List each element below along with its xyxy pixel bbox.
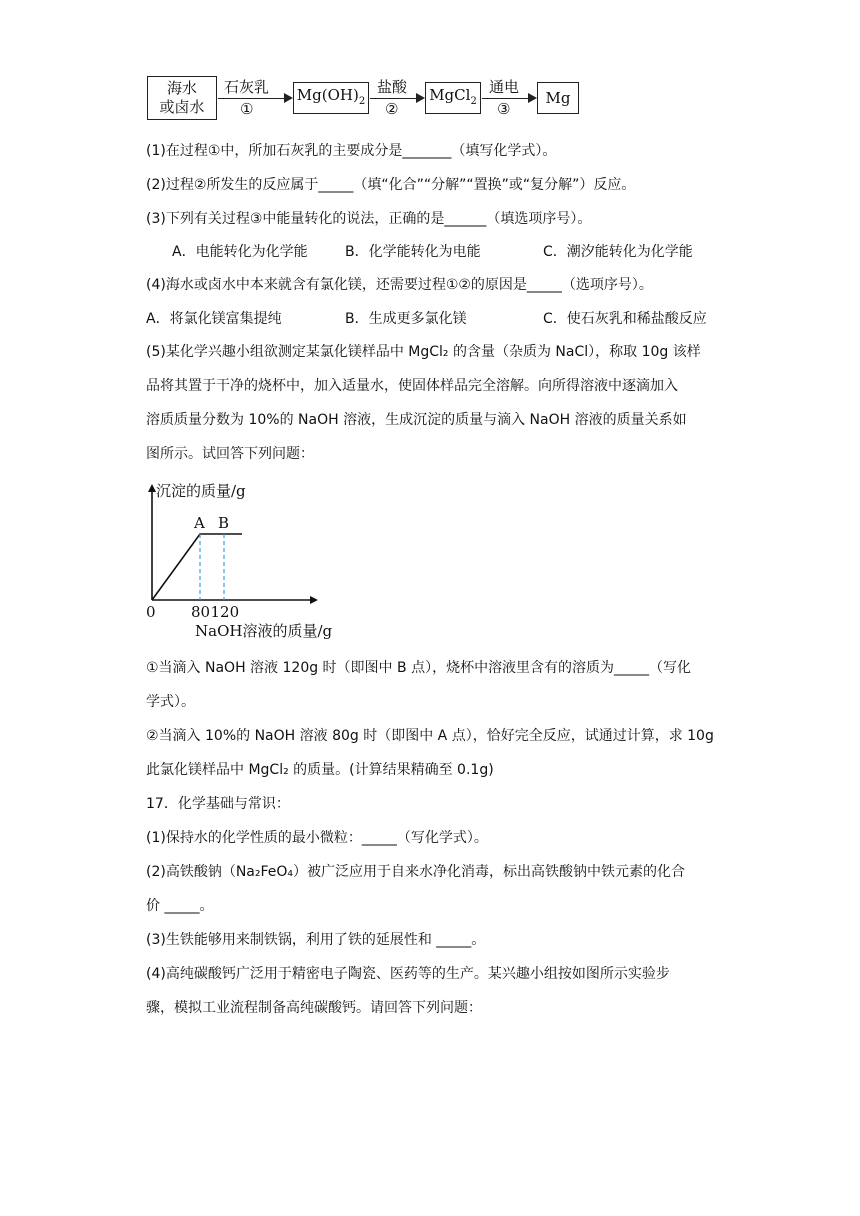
mgoh2-box: $Mg(OH)_2$	[293, 82, 369, 114]
q3-option-a: A．电能转化为化学能	[172, 244, 308, 260]
x-tick-label-120: 120	[210, 603, 240, 621]
question-17-2-line-2: 价 _____。	[146, 898, 214, 914]
arrow3-top-label: 通电	[489, 78, 520, 96]
arrow1-top-label: 石灰乳	[224, 78, 270, 96]
x-axis-label: NaOH溶液的质量/g	[195, 622, 333, 640]
question-17-4-line-2: 骤，模拟工业流程制备高纯碳酸钙。请回答下列问题：	[146, 1000, 482, 1016]
mgcl2-box: MgCl$_2$	[425, 82, 481, 114]
seawater-box: 海水 或卤水	[147, 76, 217, 120]
sub-question-2-line-2: 此氯化镁样品中 MgCl₂ 的质量。(计算结果精确至 0.1g)	[146, 762, 494, 778]
series-line	[152, 534, 242, 600]
arrow2-head	[416, 93, 425, 103]
precipitate-chart	[140, 478, 360, 648]
q4-option-a: A．将氯化镁富集提纯	[146, 311, 282, 327]
question-17-3: (3)生铁能够用来制铁锅，利用了铁的延展性和 _____。	[146, 932, 486, 948]
arrow1-line	[218, 98, 284, 99]
x-tick-label-80: 80	[191, 603, 211, 621]
point-label-b: B	[218, 514, 230, 532]
sub-question-1-line-2: 学式）。	[146, 694, 195, 710]
question-4: (4)海水或卤水中本来就含有氯化镁，还需要过程①②的原因是_____（选项序号）。	[146, 277, 653, 293]
x-axis-arrowhead	[310, 596, 318, 604]
question-17-2-line-1: (2)高铁酸钠（Na₂FeO₄）被广泛应用于自来水净化消毒，标出高铁酸钠中铁元素的化合	[146, 864, 686, 880]
arrow3-line	[482, 98, 528, 99]
q3-option-c: C．潮汐能转化为化学能	[543, 244, 693, 260]
question-17-1: (1)保持水的化学性质的最小微粒：_____（写化学式）。	[146, 830, 488, 846]
process-flow-diagram	[0, 0, 860, 130]
question-5-line-3: 溶质质量分数为 10%的 NaOH 溶液，生成沉淀的质量与滴入 NaOH 溶液的质量关系如	[146, 412, 687, 428]
question-3: (3)下列有关过程③中能量转化的说法，正确的是______（填选项序号）。	[146, 211, 592, 227]
question-17-4-line-1: (4)高纯碳酸钙广泛用于精密电子陶瓷、医药等的生产。某兴趣小组按如图所示实验步	[146, 966, 670, 982]
arrow1-head	[284, 93, 293, 103]
question-1: (1)在过程①中，所加石灰乳的主要成分是_______（填写化学式）。	[146, 143, 557, 159]
q3-option-b: B．化学能转化为电能	[345, 244, 481, 260]
question-5-line-1: (5)某化学兴趣小组欲测定某氯化镁样品中 MgCl₂ 的含量（杂质为 NaCl），称取 10g 该样	[146, 344, 701, 360]
sub-question-2-line-1: ②当滴入 10%的 NaOH 溶液 80g 时（即图中 A 点），恰好完全反应，试通过计算，求 10g	[146, 728, 714, 744]
q4-option-b: B．生成更多氯化镁	[345, 311, 467, 327]
arrow3-bottom-label: ③	[497, 100, 511, 118]
arrow1-bottom-label: ①	[240, 100, 254, 118]
y-axis-arrowhead	[148, 484, 156, 492]
question-5-line-4: 图所示。试回答下列问题：	[146, 446, 314, 462]
question-2: (2)过程②所发生的反应属于_____（填“化合”“分解”“置换”或“复分解”）反应。	[146, 177, 636, 193]
arrow2-top-label: 盐酸	[377, 78, 408, 96]
arrow2-bottom-label: ②	[385, 100, 399, 118]
mg-box: Mg	[537, 82, 579, 114]
arrow3-head	[528, 93, 537, 103]
y-axis-label: 沉淀的质量/g	[156, 482, 246, 500]
q4-option-c: C．使石灰乳和稀盐酸反应	[543, 311, 707, 327]
sub-question-1-line-1: ①当滴入 NaOH 溶液 120g 时（即图中 B 点），烧杯中溶液里含有的溶质为_____（写化	[146, 660, 692, 676]
question-17-title: 17．化学基础与常识：	[146, 796, 290, 812]
arrow2-line	[370, 98, 416, 99]
question-5-line-2: 品将其置于干净的烧杯中，加入适量水，使固体样品完全溶解。向所得溶液中逐滴加入	[146, 378, 678, 394]
point-label-a: A	[194, 514, 205, 532]
origin-label: 0	[146, 603, 156, 621]
